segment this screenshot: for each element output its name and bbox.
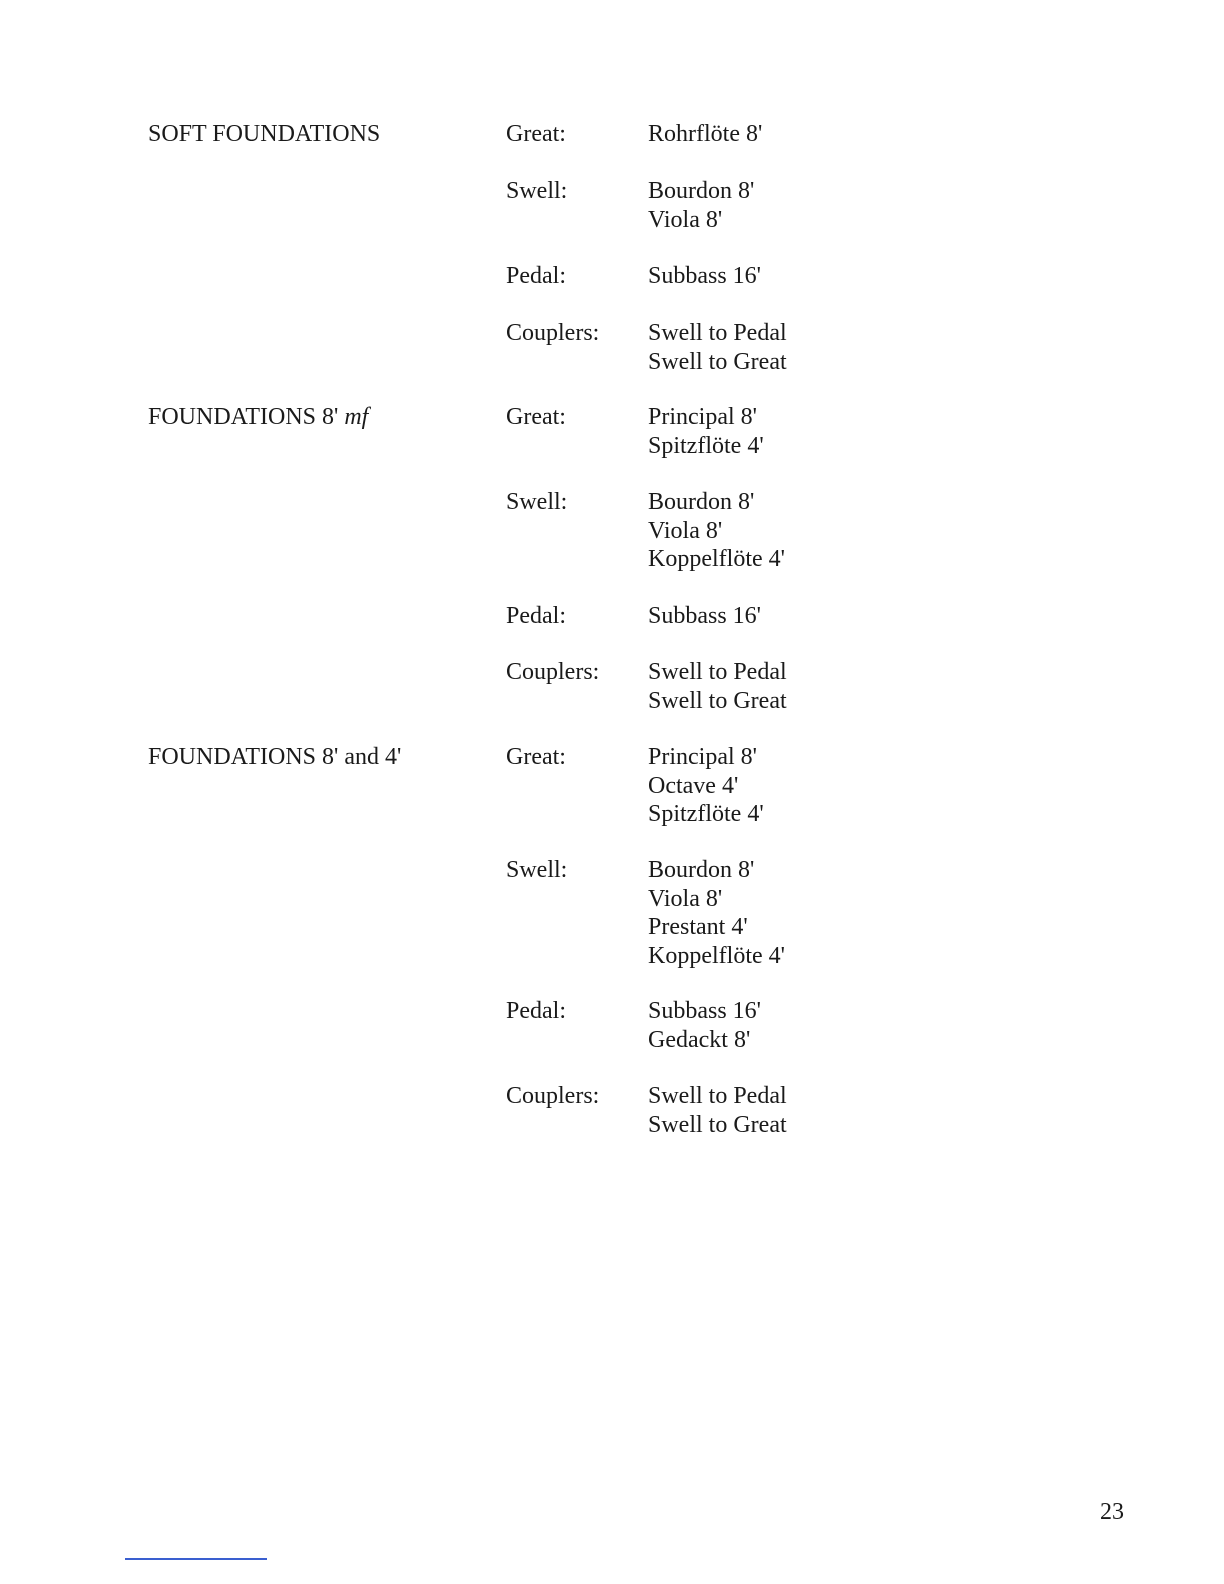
stop-item: Swell to Great xyxy=(648,1111,787,1138)
stop-list xyxy=(648,1082,787,1139)
heading-text: FOUNDATIONS 8' and 4' xyxy=(148,744,402,770)
stop-item: Bourdon 8' xyxy=(648,489,755,515)
stop-item: Rohrflöte 8' xyxy=(648,121,763,147)
stop-item: Swell to Pedal xyxy=(648,659,787,685)
manual-label: Couplers: xyxy=(506,320,600,346)
stop-item: Viola 8' xyxy=(648,517,723,544)
stop-list xyxy=(648,602,761,631)
stop-list xyxy=(648,177,754,234)
stop-item: Koppelflöte 4' xyxy=(648,546,785,572)
stop-item: Principal 8' xyxy=(648,744,757,770)
manual-label: Great: xyxy=(506,121,566,147)
stop-item: Viola 8' xyxy=(648,885,723,912)
page-number: 23 xyxy=(1100,1499,1124,1525)
stop-item: Swell to Pedal xyxy=(648,1083,787,1109)
registration-heading xyxy=(148,403,368,432)
footer-rule xyxy=(125,1558,267,1560)
stop-item: Subbass 16' xyxy=(648,263,762,289)
stop-item: Bourdon 8' xyxy=(648,178,755,204)
heading-dynamic-marking: mf xyxy=(344,404,369,430)
stop-item: Swell to Great xyxy=(648,687,787,714)
stop-item: Viola 8' xyxy=(648,206,723,233)
manual-label: Couplers: xyxy=(506,1083,600,1109)
heading-text: FOUNDATIONS 8' xyxy=(148,404,345,430)
heading-text: SOFT FOUNDATIONS xyxy=(148,121,381,147)
stop-list xyxy=(648,658,787,715)
stop-item: Swell to Great xyxy=(648,348,787,375)
stop-list xyxy=(648,488,785,574)
manual-label: Swell: xyxy=(506,489,568,515)
manual-label: Swell: xyxy=(506,178,568,204)
registration-heading xyxy=(148,120,380,149)
registration-heading xyxy=(148,743,401,772)
stop-item: Subbass 16' xyxy=(648,603,762,629)
stop-list xyxy=(648,997,761,1054)
manual-label: Pedal: xyxy=(506,263,566,289)
stop-item: Koppelflöte 4' xyxy=(648,942,785,969)
stop-list xyxy=(648,120,762,149)
manual-label: Pedal: xyxy=(506,998,566,1024)
stop-item: Spitzflöte 4' xyxy=(648,801,764,827)
stop-list xyxy=(648,319,787,376)
stop-list xyxy=(648,403,764,460)
manual-label: Pedal: xyxy=(506,603,566,629)
stop-item: Subbass 16' xyxy=(648,998,762,1024)
stop-list xyxy=(648,743,764,829)
stop-list xyxy=(648,262,761,291)
stop-item: Octave 4' xyxy=(648,772,739,799)
stop-item: Spitzflöte 4' xyxy=(648,432,764,459)
manual-label: Great: xyxy=(506,404,566,430)
stop-list xyxy=(648,856,785,970)
stop-item: Gedackt 8' xyxy=(648,1026,751,1053)
manual-label: Swell: xyxy=(506,857,568,883)
stop-item: Bourdon 8' xyxy=(648,857,755,883)
manual-label: Couplers: xyxy=(506,659,600,685)
stop-item: Swell to Pedal xyxy=(648,320,787,346)
stop-item: Principal 8' xyxy=(648,404,757,430)
stop-item: Prestant 4' xyxy=(648,914,748,940)
manual-label: Great: xyxy=(506,744,566,770)
